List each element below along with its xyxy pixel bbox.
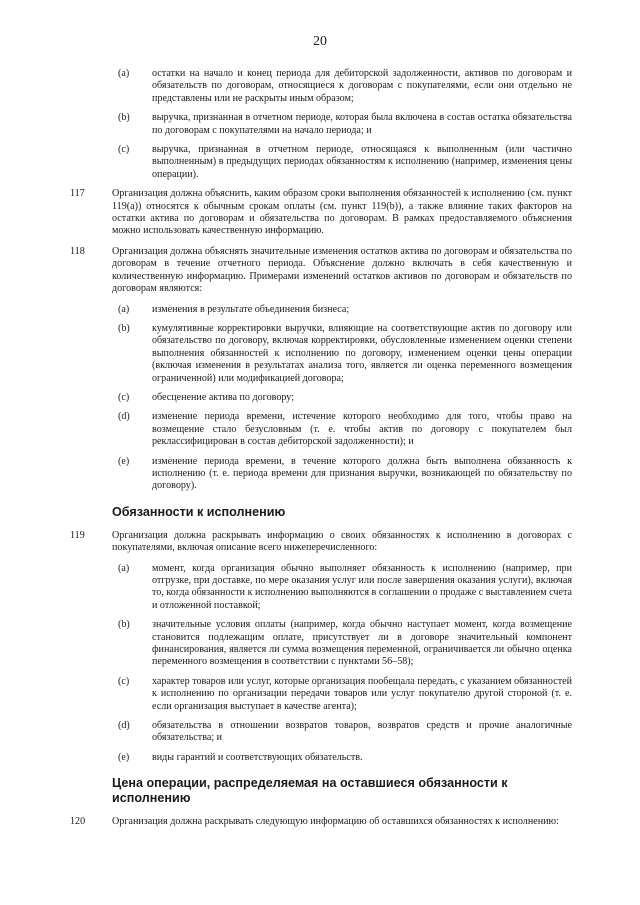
item-text: момент, когда организация обычно выполняет обязанность к исполнению (например, при отгрузке, при доставке, по мере оказания услуг или после завершения оказания услуги), включая то, когда обязанности к исполнению выполняются в соглашении о продаже с выставлением счета и отложенной поставкой; [152,562,572,611]
paragraph-number: 119 [70,529,85,541]
list-item [72,68,572,105]
item-marker: (e) [118,751,130,763]
item-text: изменение периода времени, истечение которого необходимо для того, чтобы право на возмещение стало безусловным (т. е. чтобы актив по договору с покупателем был реклассифицирован в состав дебиторской задолженности); и [152,411,572,448]
paragraph-text: Организация должна раскрывать следующую информацию об оставшихся обязанностях к исполнению: [112,816,559,828]
item-text: изменение периода времени, в течение которого должна быть выполнена обязанность к исполнению (т. е. периода времени для признания выручки, возникающей по обязательству по договору). [152,455,572,492]
list-item [72,619,572,669]
item-marker: (a) [118,303,130,315]
item-marker: (e) [118,455,130,467]
item-text: обязательства в отношении возвратов товаров, возвратов средств и прочие аналогичные обязательства; и [152,720,572,744]
item-marker: (b) [118,619,130,631]
item-text: кумулятивные корректировки выручки, влияющие на соответствующие актив по договору или обязательство по договору, включая корректировки, обусловленные изменением оценки степени выполнения обязанностей к исполнению по договору, изменением оценки цены операции (включая изменения в результатах анализа того, является ли оценка переменного возмещения ограниченной) или модификацией договора; [152,322,572,384]
list-item [72,304,572,316]
paragraph-number: 120 [70,816,86,828]
item-marker: (d) [118,720,130,732]
paragraph-text: Организация должна объяснять значительные изменения остатков актива по договорам и обязательства по договорам в течение отчетного периода. Объяснение должно включать в себя качественную и количественную информацию. Примерами изменений остатков активов по договорам и обязательств по договорам являются: [112,245,572,295]
item-text: обесценение актива по договору; [152,391,294,403]
list-item [72,752,572,764]
list-item [72,392,572,404]
paragraph-number: 118 [70,245,85,257]
item-text: изменения в результате объединения бизнеса; [152,303,350,315]
item-text: остатки на начало и конец периода для дебиторской задолженности, активов по договорам и обязательств по договорам, относящиеся к договорам с покупателями, если они отдельно не представлены или не раскрыты иным образом; [152,68,572,104]
item-text: выручка, признанная в отчетном периоде, которая была включена в состав остатка обязательства по договорам с покупателями на начало периода; и [152,112,572,136]
list-item [72,456,572,493]
item-text: виды гарантий и соответствующих обязательств. [152,751,363,763]
item-text: характер товаров или услуг, которые организация пообещала передать, с указанием обязанностей к исполнению по организации передачи товаров или услуг покупателю другой стороной (т. е. если организация выступает в качестве агента); [152,675,572,712]
list-item [72,112,572,137]
list-item [72,720,572,745]
item-text: значительные условия оплаты (например, когда обычно наступает момент, когда возмещение становится подлежащим оплате, присутствует ли в договоре значительный компонент финансирования, является ли сумма возмещения переменной, ограничивается ли обычно оценка переменного возмещения в соответствии с пунктами 56–58); [152,619,572,668]
item-marker: (b) [118,112,130,124]
item-marker: (a) [118,68,130,79]
item-marker: (c) [118,675,130,687]
item-marker: (c) [118,391,130,403]
paragraph-text: Организация должна объяснить, каким образом сроки выполнения обязанностей к исполнению (см. пункт 119(a)) относятся к обычным срокам оплаты (см. пункт 119(b)), а также влияние таких факторов на остатки актива по договорам и обязательства по договорам. В рамках предоставляемого объяснения можно использовать качественную информацию. [112,188,572,237]
paragraph-number: 117 [70,188,85,200]
item-marker: (a) [118,562,130,574]
section-heading-remaining-obligations: Цена операции, распределяемая на оставшиеся обязанности к исполнению [112,776,508,806]
item-marker: (c) [118,144,130,156]
paragraph-text: Организация должна раскрывать информацию о своих обязанностях к исполнению в договорах с покупателями, включая описание всего нижеперечисленного: [112,529,572,554]
list-item [72,323,572,385]
document-body [72,68,572,837]
item-marker: (d) [118,411,130,423]
paragraph-120 [72,816,572,828]
page-number: 20 [313,34,327,49]
item-marker: (b) [118,322,130,334]
list-item [72,676,572,713]
list-item [72,563,572,613]
paragraph-117 [72,188,572,238]
paragraph-118 [72,246,572,296]
list-item [72,144,572,181]
list-item [72,411,572,448]
item-text: выручка, признанная в отчетном периоде, относящаяся к выполненным (или частично выполненным) в предыдущих периодах обязанностям к исполнению (например, изменения цены операции). [152,144,572,180]
section-heading-obligations: Обязанности к исполнению [112,504,286,519]
paragraph-119 [72,530,572,555]
